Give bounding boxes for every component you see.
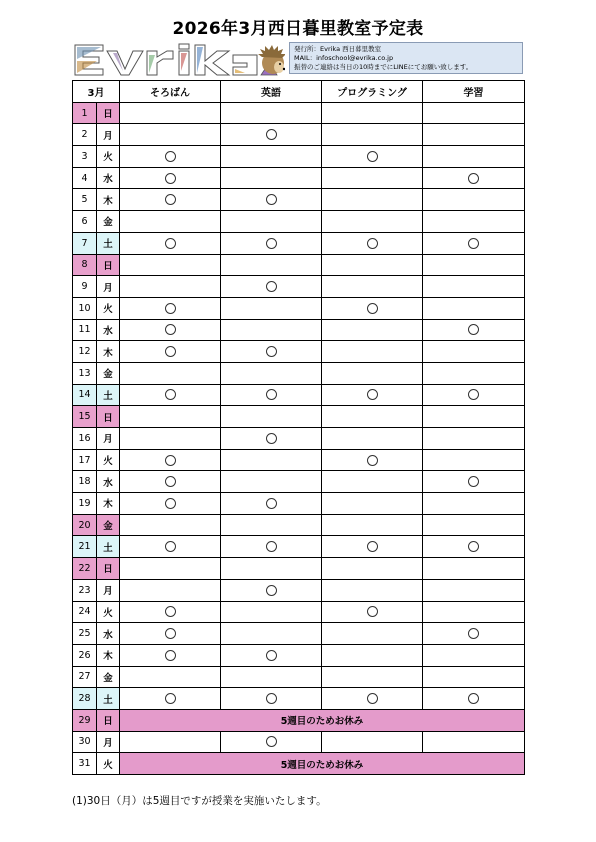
- table-row: [73, 666, 525, 688]
- cell-english: [221, 297, 322, 319]
- day-number: 2: [73, 124, 97, 146]
- cell-soroban: [120, 601, 221, 623]
- day-number: 3: [73, 146, 97, 168]
- weekday: 火: [97, 297, 120, 319]
- cell-soroban: [120, 644, 221, 666]
- day-number: 17: [73, 449, 97, 471]
- publisher-info-box: [289, 42, 523, 74]
- mail-line: MAIL：infoschool@evrika.co.jp: [294, 54, 394, 62]
- cell-soroban: [120, 449, 221, 471]
- day-number: 5: [73, 189, 97, 211]
- cell-programming: [322, 644, 423, 666]
- class-mark-icon: [367, 693, 378, 704]
- cell-english: [221, 384, 322, 406]
- weekday: 火: [97, 449, 120, 471]
- weekday: 金: [97, 514, 120, 536]
- cell-english: [221, 254, 322, 276]
- cell-programming: [322, 601, 423, 623]
- class-mark-icon: [266, 650, 277, 661]
- table-header-row: [73, 81, 525, 103]
- cell-english: [221, 276, 322, 298]
- table-row: [73, 601, 525, 623]
- cell-english: [221, 644, 322, 666]
- class-mark-icon: [165, 389, 176, 400]
- cell-programming: [322, 558, 423, 580]
- cell-study: [423, 362, 525, 384]
- table-row: [73, 297, 525, 319]
- cell-soroban: [120, 362, 221, 384]
- class-mark-icon: [468, 324, 479, 335]
- table-row: [73, 709, 525, 731]
- holiday-notice: 5週目のためお休み: [120, 753, 525, 775]
- weekday: 水: [97, 623, 120, 645]
- day-number: 20: [73, 514, 97, 536]
- class-mark-icon: [468, 173, 479, 184]
- table-row: [73, 688, 525, 710]
- cell-programming: [322, 297, 423, 319]
- class-mark-icon: [165, 194, 176, 205]
- cell-english: [221, 493, 322, 515]
- class-mark-icon: [367, 238, 378, 249]
- day-number: 24: [73, 601, 97, 623]
- table-row: [73, 362, 525, 384]
- cell-study: [423, 146, 525, 168]
- day-number: 9: [73, 276, 97, 298]
- cell-programming: [322, 514, 423, 536]
- cell-programming: [322, 319, 423, 341]
- day-number: 16: [73, 428, 97, 450]
- cell-study: [423, 558, 525, 580]
- cell-soroban: [120, 558, 221, 580]
- class-mark-icon: [165, 173, 176, 184]
- cell-study: [423, 232, 525, 254]
- table-row: [73, 558, 525, 580]
- cell-study: [423, 102, 525, 124]
- month-header: 3月: [73, 81, 120, 103]
- cell-study: [423, 406, 525, 428]
- cell-soroban: [120, 276, 221, 298]
- cell-soroban: [120, 102, 221, 124]
- cell-study: [423, 319, 525, 341]
- class-mark-icon: [165, 628, 176, 639]
- cell-study: [423, 276, 525, 298]
- hedgehog-icon: [258, 45, 285, 74]
- class-mark-icon: [468, 628, 479, 639]
- table-row: [73, 146, 525, 168]
- cell-programming: [322, 384, 423, 406]
- weekday: 火: [97, 753, 120, 775]
- class-mark-icon: [165, 650, 176, 661]
- cell-programming: [322, 362, 423, 384]
- table-row: [73, 731, 525, 753]
- cell-study: [423, 493, 525, 515]
- class-mark-icon: [266, 736, 277, 747]
- day-number: 12: [73, 341, 97, 363]
- cell-programming: [322, 167, 423, 189]
- class-mark-icon: [367, 151, 378, 162]
- class-mark-icon: [266, 238, 277, 249]
- cell-programming: [322, 536, 423, 558]
- class-mark-icon: [165, 541, 176, 552]
- table-row: [73, 341, 525, 363]
- weekday: 土: [97, 536, 120, 558]
- cell-english: [221, 341, 322, 363]
- cell-programming: [322, 232, 423, 254]
- day-number: 25: [73, 623, 97, 645]
- cell-programming: [322, 428, 423, 450]
- class-mark-icon: [468, 238, 479, 249]
- day-number: 14: [73, 384, 97, 406]
- table-row: [73, 536, 525, 558]
- day-number: 23: [73, 579, 97, 601]
- cell-study: [423, 731, 525, 753]
- cell-english: [221, 666, 322, 688]
- cell-soroban: [120, 297, 221, 319]
- cell-study: [423, 579, 525, 601]
- weekday: 水: [97, 471, 120, 493]
- cell-soroban: [120, 688, 221, 710]
- cell-soroban: [120, 319, 221, 341]
- class-mark-icon: [266, 498, 277, 509]
- schedule-body: [73, 102, 525, 774]
- cell-english: [221, 536, 322, 558]
- weekday: 月: [97, 428, 120, 450]
- class-mark-icon: [468, 389, 479, 400]
- class-mark-icon: [266, 585, 277, 596]
- day-number: 6: [73, 211, 97, 233]
- cell-english: [221, 688, 322, 710]
- cell-soroban: [120, 211, 221, 233]
- cell-study: [423, 666, 525, 688]
- class-mark-icon: [468, 541, 479, 552]
- weekday: 水: [97, 319, 120, 341]
- cell-study: [423, 536, 525, 558]
- cell-english: [221, 623, 322, 645]
- cell-english: [221, 232, 322, 254]
- cell-soroban: [120, 167, 221, 189]
- table-row: [73, 232, 525, 254]
- cell-study: [423, 449, 525, 471]
- cell-programming: [322, 146, 423, 168]
- table-row: [73, 319, 525, 341]
- weekday: 月: [97, 276, 120, 298]
- cell-study: [423, 623, 525, 645]
- table-row: [73, 493, 525, 515]
- table-row: [73, 167, 525, 189]
- table-row: [73, 406, 525, 428]
- day-number: 27: [73, 666, 97, 688]
- class-mark-icon: [165, 498, 176, 509]
- weekday: 土: [97, 384, 120, 406]
- cell-programming: [322, 666, 423, 688]
- column-header-english: 英語: [221, 81, 322, 103]
- class-mark-icon: [266, 389, 277, 400]
- cell-programming: [322, 254, 423, 276]
- column-header-programming: プログラミング: [322, 81, 423, 103]
- cell-study: [423, 601, 525, 623]
- cell-study: [423, 211, 525, 233]
- table-row: [73, 384, 525, 406]
- day-number: 28: [73, 688, 97, 710]
- class-mark-icon: [266, 281, 277, 292]
- class-mark-icon: [165, 238, 176, 249]
- class-mark-icon: [266, 346, 277, 357]
- weekday: 金: [97, 666, 120, 688]
- day-number: 11: [73, 319, 97, 341]
- table-row: [73, 449, 525, 471]
- cell-english: [221, 319, 322, 341]
- cell-soroban: [120, 471, 221, 493]
- cell-soroban: [120, 666, 221, 688]
- cell-soroban: [120, 341, 221, 363]
- weekday: 火: [97, 601, 120, 623]
- cell-soroban: [120, 232, 221, 254]
- weekday: 金: [97, 362, 120, 384]
- cell-soroban: [120, 124, 221, 146]
- weekday: 木: [97, 341, 120, 363]
- cell-soroban: [120, 731, 221, 753]
- class-mark-icon: [367, 541, 378, 552]
- day-number: 22: [73, 558, 97, 580]
- cell-study: [423, 297, 525, 319]
- weekday: 日: [97, 558, 120, 580]
- weekday: 土: [97, 688, 120, 710]
- cell-soroban: [120, 384, 221, 406]
- cell-study: [423, 341, 525, 363]
- cell-english: [221, 406, 322, 428]
- weekday: 日: [97, 254, 120, 276]
- class-mark-icon: [266, 194, 277, 205]
- cell-programming: [322, 406, 423, 428]
- cell-soroban: [120, 146, 221, 168]
- cell-programming: [322, 579, 423, 601]
- day-number: 18: [73, 471, 97, 493]
- cell-programming: [322, 189, 423, 211]
- day-number: 15: [73, 406, 97, 428]
- weekday: 木: [97, 644, 120, 666]
- table-row: [73, 428, 525, 450]
- day-number: 26: [73, 644, 97, 666]
- table-row: [73, 471, 525, 493]
- day-number: 8: [73, 254, 97, 276]
- class-mark-icon: [165, 303, 176, 314]
- cell-english: [221, 146, 322, 168]
- day-number: 31: [73, 753, 97, 775]
- day-number: 7: [73, 232, 97, 254]
- cell-english: [221, 514, 322, 536]
- weekday: 月: [97, 124, 120, 146]
- cell-programming: [322, 623, 423, 645]
- weekday: 月: [97, 579, 120, 601]
- day-number: 21: [73, 536, 97, 558]
- class-mark-icon: [367, 606, 378, 617]
- weekday: 月: [97, 731, 120, 753]
- cell-soroban: [120, 493, 221, 515]
- cell-english: [221, 102, 322, 124]
- table-row: [73, 124, 525, 146]
- cell-programming: [322, 493, 423, 515]
- cell-english: [221, 449, 322, 471]
- cell-programming: [322, 102, 423, 124]
- cell-soroban: [120, 254, 221, 276]
- holiday-notice: 5週目のためお休み: [120, 709, 525, 731]
- day-number: 10: [73, 297, 97, 319]
- cell-soroban: [120, 623, 221, 645]
- publisher-line: 発行所：Evrika 西日暮里教室: [294, 45, 382, 53]
- class-mark-icon: [266, 129, 277, 140]
- cell-english: [221, 124, 322, 146]
- column-header-study: 学習: [423, 81, 525, 103]
- schedule-table: [72, 80, 525, 775]
- class-mark-icon: [165, 324, 176, 335]
- class-mark-icon: [165, 346, 176, 357]
- weekday: 日: [97, 102, 120, 124]
- weekday: 日: [97, 406, 120, 428]
- table-row: [73, 254, 525, 276]
- table-row: [73, 514, 525, 536]
- footnote: (1)30日（月）は5週目ですが授業を実施いたします。: [72, 795, 327, 807]
- day-number: 1: [73, 102, 97, 124]
- cell-english: [221, 579, 322, 601]
- table-row: [73, 189, 525, 211]
- cell-study: [423, 254, 525, 276]
- transfer-notice-line: 振替のご連絡は当日の10時までにLINEにてお願い致します。: [294, 63, 473, 71]
- cell-study: [423, 384, 525, 406]
- weekday: 木: [97, 189, 120, 211]
- table-row: [73, 579, 525, 601]
- class-mark-icon: [367, 303, 378, 314]
- page-title: 2026年3月西日暮里教室予定表: [172, 19, 424, 39]
- cell-programming: [322, 341, 423, 363]
- cell-english: [221, 601, 322, 623]
- table-row: [73, 753, 525, 775]
- class-mark-icon: [266, 433, 277, 444]
- weekday: 日: [97, 709, 120, 731]
- cell-english: [221, 558, 322, 580]
- class-mark-icon: [165, 606, 176, 617]
- cell-soroban: [120, 579, 221, 601]
- column-header-soroban: そろばん: [120, 81, 221, 103]
- cell-study: [423, 189, 525, 211]
- cell-english: [221, 167, 322, 189]
- table-row: [73, 644, 525, 666]
- day-number: 13: [73, 362, 97, 384]
- weekday: 金: [97, 211, 120, 233]
- cell-programming: [322, 688, 423, 710]
- class-mark-icon: [367, 389, 378, 400]
- cell-soroban: [120, 536, 221, 558]
- cell-study: [423, 644, 525, 666]
- table-row: [73, 102, 525, 124]
- class-mark-icon: [266, 693, 277, 704]
- cell-soroban: [120, 428, 221, 450]
- cell-programming: [322, 211, 423, 233]
- cell-programming: [322, 471, 423, 493]
- cell-study: [423, 124, 525, 146]
- cell-study: [423, 688, 525, 710]
- weekday: 木: [97, 493, 120, 515]
- class-mark-icon: [165, 693, 176, 704]
- cell-study: [423, 471, 525, 493]
- day-number: 30: [73, 731, 97, 753]
- class-mark-icon: [367, 455, 378, 466]
- class-mark-icon: [165, 151, 176, 162]
- cell-english: [221, 428, 322, 450]
- evrika-logo: [73, 43, 285, 77]
- table-row: [73, 276, 525, 298]
- cell-soroban: [120, 406, 221, 428]
- cell-english: [221, 731, 322, 753]
- class-mark-icon: [266, 541, 277, 552]
- cell-study: [423, 514, 525, 536]
- cell-english: [221, 471, 322, 493]
- cell-soroban: [120, 189, 221, 211]
- day-number: 29: [73, 709, 97, 731]
- day-number: 19: [73, 493, 97, 515]
- cell-english: [221, 189, 322, 211]
- cell-study: [423, 167, 525, 189]
- cell-programming: [322, 124, 423, 146]
- cell-programming: [322, 276, 423, 298]
- class-mark-icon: [165, 476, 176, 487]
- day-number: 4: [73, 167, 97, 189]
- class-mark-icon: [468, 693, 479, 704]
- weekday: 火: [97, 146, 120, 168]
- logo-letters: [75, 44, 277, 75]
- cell-study: [423, 428, 525, 450]
- cell-english: [221, 362, 322, 384]
- cell-soroban: [120, 514, 221, 536]
- weekday: 水: [97, 167, 120, 189]
- weekday: 土: [97, 232, 120, 254]
- cell-programming: [322, 449, 423, 471]
- class-mark-icon: [468, 476, 479, 487]
- cell-programming: [322, 731, 423, 753]
- table-row: [73, 623, 525, 645]
- table-row: [73, 211, 525, 233]
- class-mark-icon: [165, 455, 176, 466]
- cell-english: [221, 211, 322, 233]
